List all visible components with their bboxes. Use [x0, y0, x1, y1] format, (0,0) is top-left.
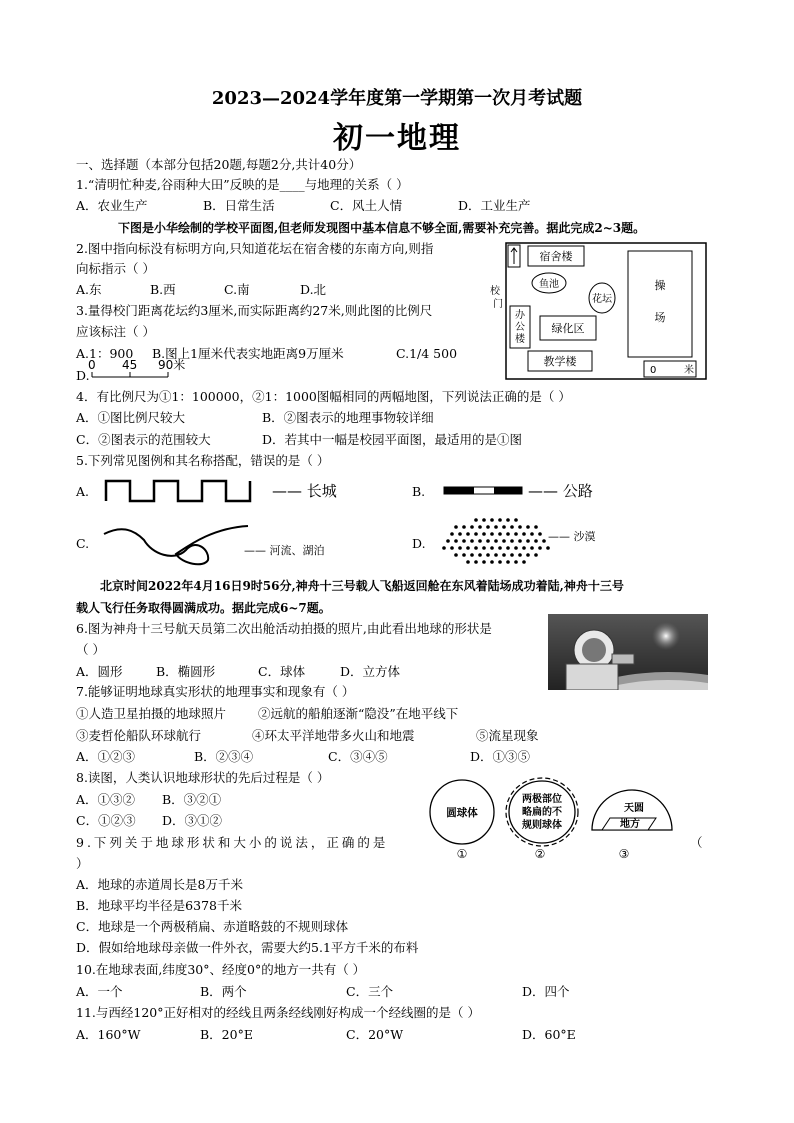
q10-stem: 10.在地球表面,纬度30°、经度0°的地方一共有（ ）: [76, 962, 366, 977]
q7-statement-4: ④环太平洋地带多火山和地震: [252, 728, 415, 743]
map-scale-zero: 0: [650, 365, 657, 376]
q9-paren-open: （: [690, 835, 703, 850]
svg-text:楼: 楼: [515, 334, 525, 345]
q7-statement-1: ①人造卫星拍摄的地球照片: [76, 706, 227, 721]
svg-text:②: ②: [534, 847, 546, 861]
svg-text:公: 公: [515, 322, 525, 333]
q9-stem: 9.下列关于地球形状和大小的说法，正确的是: [76, 835, 389, 850]
q2-option-b: B.西: [150, 282, 176, 297]
q11-option-d: D．60°E: [522, 1027, 576, 1042]
q11-stem: 11.与西经120°正好相对的经线且两条经线刚好构成一个经线圈的是（ ）: [76, 1005, 480, 1020]
q3-option-a: A.1：900: [76, 346, 134, 361]
q4-option-c: C．②图表示的范围较大: [76, 432, 211, 447]
svg-text:①: ①: [456, 847, 468, 861]
intro-q6-7-line1: 北京时间2022年4月16日9时56分,神舟十三号载人飞船返回舱在东风着陆场成功着陆,神舟十三号: [100, 579, 624, 593]
q7-option-a: A．①②③: [76, 749, 136, 764]
q5-stem: 5.下列常见图例和其名称搭配，错误的是（ ）: [76, 453, 330, 468]
q11-option-a: A．160°W: [76, 1027, 141, 1042]
q4-option-b: B．②图表示的地理事物较详细: [262, 410, 434, 425]
q1-stem: 1.“清明忙种麦,谷雨种大田”反映的是____与地理的关系（ ）: [76, 177, 409, 192]
q1-option-c: C．风土人情: [330, 198, 403, 213]
river-lake-legend-icon: [100, 520, 250, 568]
svg-text:规则球体: 规则球体: [522, 820, 562, 831]
q9-paren-close: ）: [76, 856, 89, 871]
q7-statement-3: ③麦哲伦船队环球航行: [76, 728, 202, 743]
q3-option-c: C.1/4 500: [396, 346, 458, 361]
q11-option-c: C．20°W: [346, 1027, 404, 1042]
q10-option-b: B．两个: [200, 984, 247, 999]
q1-option-b: B．日常生活: [203, 198, 275, 213]
q2-option-d: D.北: [300, 282, 327, 297]
q4-stem: 4．有比例尺为①1：100000，②1：1000图幅相同的两幅地图，下列说法正确的是（ ）: [76, 389, 571, 404]
q8-option-a: A．①③②: [76, 792, 136, 807]
map-flowerbed: 花坛: [592, 294, 612, 305]
desert-legend-icon: [440, 516, 552, 568]
q9-option-a: A．地球的赤道周长是8万千米: [76, 877, 243, 892]
q4-option-d: D．若其中一幅是校园平面图，最适用的是①图: [262, 432, 523, 447]
q1-option-a: A．农业生产: [76, 198, 148, 213]
q3-option-d: D.: [76, 368, 90, 383]
scale-tick-90: 90米: [158, 358, 186, 372]
q8-option-d: D．③①②: [162, 813, 223, 828]
q5-label-road: —— 公路: [528, 482, 593, 500]
q5-option-b: B.: [412, 484, 426, 499]
q10-option-d: D．四个: [522, 984, 570, 999]
svg-text:地方: 地方: [620, 819, 640, 830]
earth-shape-history-figure: [424, 776, 684, 862]
great-wall-legend-icon: [100, 476, 270, 506]
q6-option-d: D．立方体: [340, 664, 401, 679]
q9-option-c: C．地球是一个两极稍扁、赤道略鼓的不规则球体: [76, 919, 349, 934]
q3-option-b: B.图上1厘米代表实地距离9万厘米: [152, 346, 344, 361]
map-green-area: 绿化区: [551, 322, 585, 335]
q9-option-d: D．假如给地球母亲做一件外衣，需要大约5.1平方千米的布料: [76, 940, 419, 955]
intro-q2-3: 下图是小华绘制的学校平面图,但老师发现图中基本信息不够全面,需要补充完善。据此完成2~3题。: [118, 221, 646, 235]
q6-option-c: C．球体: [258, 664, 306, 679]
map-gate-char1: 校: [490, 286, 500, 297]
astronaut-earth-photo: [548, 614, 708, 690]
q8-stem: 8.读图，人类认识地球形状的先后过程是（ ）: [76, 770, 330, 785]
north-arrow-icon: [508, 245, 520, 267]
q8-option-c: C．①②③: [76, 813, 136, 828]
map-gate-char2: 门: [493, 299, 503, 310]
q2-option-a: A.东: [76, 282, 102, 297]
q6-paren: （ ）: [76, 642, 105, 657]
q7-statement-2: ②远航的船舶逐渐“隐没”在地平线下: [258, 706, 459, 721]
q5-option-d: D.: [412, 536, 426, 551]
q5-option-a: A.: [76, 484, 90, 499]
fig-round-sphere: 圆球体: [446, 807, 478, 819]
q5-label-great-wall: —— 长城: [272, 482, 337, 500]
svg-text:③: ③: [618, 847, 630, 861]
q6-option-b: B．椭圆形: [156, 664, 216, 679]
scale-tick-0: 0: [88, 358, 96, 372]
q7-option-c: C．③④⑤: [328, 749, 388, 764]
svg-text:场: 场: [654, 311, 666, 324]
q10-option-c: C．三个: [346, 984, 394, 999]
q5-option-c: C.: [76, 536, 90, 551]
q2-option-c: C.南: [224, 282, 250, 297]
school-map: [484, 240, 709, 382]
q5-label-river: —— 河流、湖泊: [244, 544, 325, 557]
map-pond: 鱼池: [539, 279, 559, 290]
exam-title: 2023—2024学年度第一学期第一次月考试题: [211, 88, 583, 109]
q8-option-b: B．③②①: [162, 792, 222, 807]
q2-stem-line2: 向标指示（ ）: [76, 261, 155, 276]
map-teaching-building: 教学楼: [543, 355, 577, 368]
scale-tick-45: 45: [122, 358, 138, 372]
q2-stem-line1: 2.图中指向标没有标明方向,只知道花坛在宿舍楼的东南方向,则指: [76, 241, 434, 256]
q3-line-scale: [88, 358, 198, 380]
map-dorm: 宿舍楼: [539, 250, 573, 263]
q5-label-desert: —— 沙漠: [548, 530, 596, 543]
road-legend-icon: [442, 484, 526, 498]
q6-stem: 6.图为神舟十三号航天员第二次出舱活动拍摄的照片,由此看出地球的形状是: [76, 621, 492, 636]
q6-option-a: A．圆形: [76, 664, 123, 679]
q7-stem: 7.能够证明地球真实形状的地理事实和现象有（ ）: [76, 684, 355, 699]
svg-text:天圆: 天圆: [624, 803, 644, 814]
map-scale-unit: 米: [684, 365, 694, 376]
q10-option-a: A．一个: [76, 984, 123, 999]
q4-option-a: A．①图比例尺较大: [76, 410, 186, 425]
q1-option-d: D．工业生产: [458, 198, 531, 213]
q7-option-d: D．①③⑤: [470, 749, 531, 764]
q3-stem-line1: 3.量得校门距离花坛约3厘米,而实际距离约27米,则此图的比例尺: [76, 303, 433, 318]
svg-text:两极部位: 两极部位: [522, 794, 562, 805]
svg-text:办: 办: [515, 310, 525, 321]
q7-statement-5: ⑤流星现象: [476, 728, 539, 743]
q11-option-b: B．20°E: [200, 1027, 253, 1042]
svg-text:操: 操: [654, 279, 666, 292]
subject-title: 初一地理: [333, 121, 461, 156]
intro-q6-7-line2: 载人飞行任务取得圆满成功。据此完成6~7题。: [76, 601, 331, 615]
section-heading: 一、选择题（本部分包括20题,每题2分,共计40分）: [76, 157, 362, 172]
q3-stem-line2: 应该标注（ ）: [76, 324, 155, 339]
svg-text:略扁的不: 略扁的不: [522, 807, 562, 818]
q9-option-b: B．地球平均半径是6378千米: [76, 898, 242, 913]
q7-option-b: B．②③④: [194, 749, 254, 764]
